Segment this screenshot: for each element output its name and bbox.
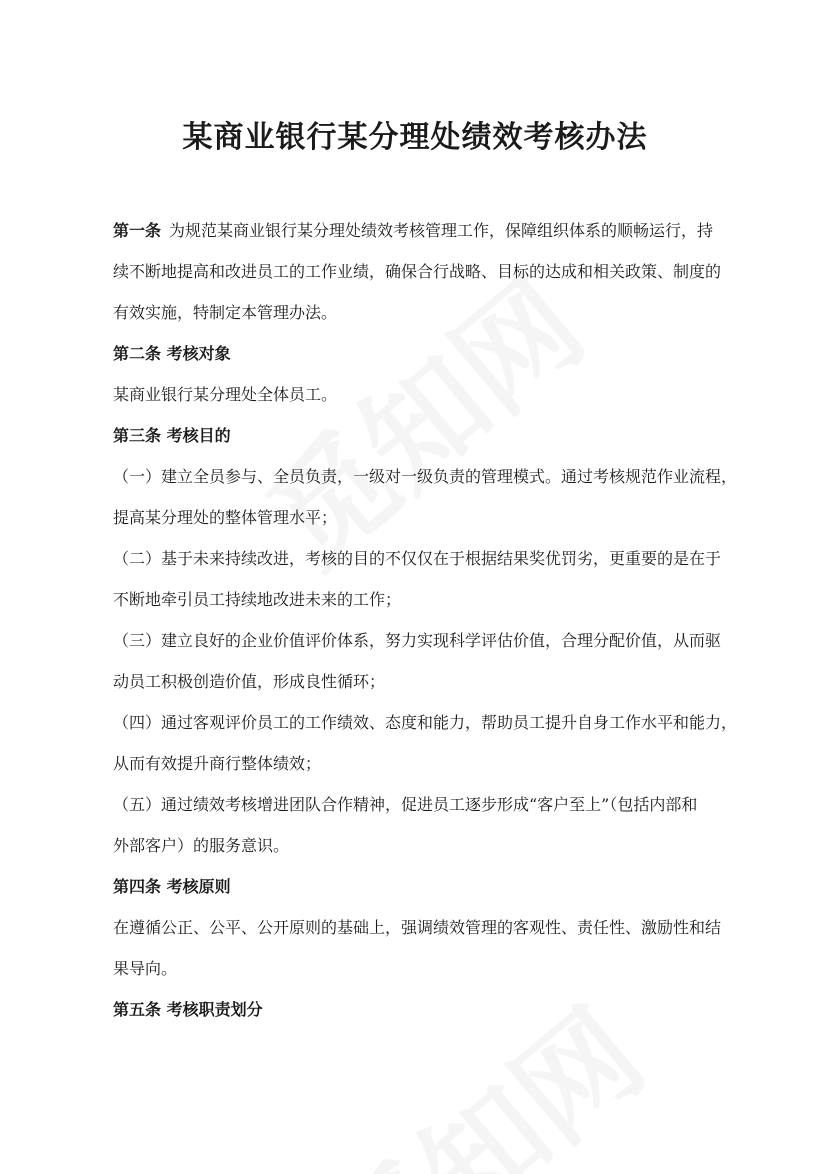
- article-4-heading: 第四条 考核原则: [113, 877, 231, 896]
- article-1-line: 有效实施，特制定本管理办法。: [113, 303, 338, 322]
- article-1-line: 续不断地提高和改进员工的工作业绩，确保合行战略、目标的达成和相关政策、制度的: [113, 262, 722, 281]
- article-3-item-2-cont: 不断地牵引员工持续地改进未来的工作；: [113, 590, 402, 609]
- article-3-item-5: （五）通过绩效考核增进团队合作精神，促进员工逐步形成“客户至上”（包括内部和: [113, 795, 698, 814]
- article-3-item-4: （四）通过客观评价员工的工作绩效、态度和能力，帮助员工提升自身工作水平和能力，: [113, 713, 738, 732]
- article-3-item-1-cont: 提高某分理处的整体管理水平；: [113, 508, 338, 527]
- article-3-item-4-cont: 从而有效提升商行整体绩效；: [113, 754, 322, 773]
- document-title: 某商业银行某分理处绩效考核办法: [182, 120, 648, 155]
- article-3-item-3: （三）建立良好的企业价值评价体系，努力实现科学评估价值，合理分配价值，从而驱: [113, 631, 722, 650]
- article-2-body: 某商业银行某分理处全体员工。: [113, 385, 338, 404]
- article-1-line: [113, 210, 743, 251]
- article-3-item-2: （二）基于未来持续改进，考核的目的不仅仅在于根据结果奖优罚劣，更重要的是在于: [113, 549, 722, 568]
- article-1-label: 第一条: [113, 221, 162, 240]
- article-3-item-3-cont: 动员工积极创造价值，形成良性循环；: [113, 672, 386, 691]
- article-3-item-5-cont: 外部客户）的服务意识。: [113, 836, 290, 855]
- article-3-item-1: （一）建立全员参与、全员负责，一级对一级负责的管理模式。通过考核规范作业流程，: [113, 467, 738, 486]
- article-1-text: 为规范某商业银行某分理处绩效考核管理工作，保障组织体系的顺畅运行，持: [169, 221, 714, 240]
- article-4-body-cont: 果导向。: [113, 959, 178, 978]
- article-2-heading: 第二条 考核对象: [113, 344, 231, 363]
- article-3-heading: 第三条 考核目的: [113, 426, 231, 445]
- article-5-heading: 第五条 考核职责划分: [113, 1000, 263, 1019]
- document-body: [113, 210, 743, 1030]
- article-4-body: 在遵循公正、公平、公开原则的基础上，强调绩效管理的客观性、责任性、激励性和结: [113, 918, 722, 937]
